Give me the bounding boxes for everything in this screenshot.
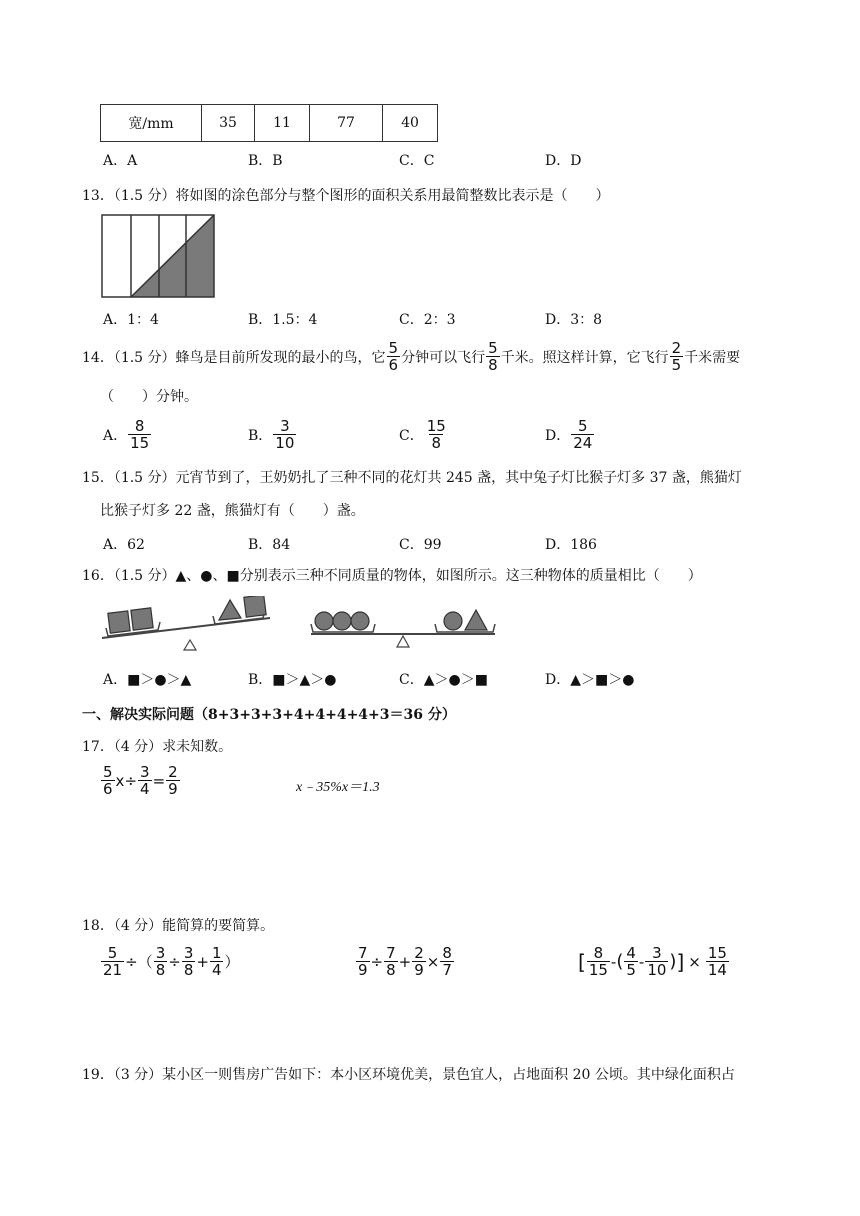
fraction	[425, 418, 448, 451]
numerator: 4	[626, 944, 636, 962]
q14-text-post: 千米需要	[684, 349, 741, 366]
q13-option-c: C．2：3	[399, 312, 456, 328]
q16-option-c: C．▲＞●＞■	[399, 672, 488, 688]
denominator: 9	[358, 961, 368, 979]
fraction	[387, 340, 401, 373]
square-object	[244, 596, 266, 617]
left-paren: （	[137, 953, 153, 971]
q12-option-a: A．A	[103, 153, 138, 169]
fraction	[571, 418, 594, 451]
denominator: 4	[140, 780, 150, 798]
q12-option-b: B．B	[248, 153, 283, 169]
q12-option-c: C．C	[399, 153, 435, 169]
scale-fulcrum	[397, 636, 409, 647]
variable-x: x	[115, 771, 125, 790]
scale-fulcrum	[184, 640, 196, 650]
plus-sign: +	[196, 952, 209, 971]
divide-sign: ÷	[370, 952, 384, 971]
table-cell: 77	[310, 105, 383, 142]
denominator: 9	[168, 780, 178, 798]
numerator: 3	[183, 944, 194, 962]
numerator: 8	[134, 417, 145, 435]
denominator: 8	[386, 961, 396, 979]
q17-equation-2: x﹣35%x＝1.3	[296, 780, 380, 795]
q18-text: 18．（4 分）能简算的要简算。	[82, 918, 275, 934]
numerator: 3	[155, 944, 166, 962]
denominator: 8	[431, 434, 442, 452]
width-table	[100, 104, 438, 142]
q14-option-d	[545, 418, 595, 451]
q15-text-line1: 15．（1.5 分）元宵节到了，王奶奶扎了三种不同的花灯共 245 盏，其中兔子灯比猴子灯多 37 盏，熊猫灯	[82, 470, 742, 486]
q17-text: 17．（4 分）求未知数。	[82, 739, 233, 755]
q16-option-a: A．■＞●＞▲	[103, 672, 192, 688]
numerator: 5	[388, 339, 399, 357]
fraction	[154, 945, 168, 978]
q15-option-c: C．99	[399, 537, 442, 553]
denominator: 5	[671, 356, 682, 374]
minus-sign: -	[638, 952, 645, 971]
times-sign: ×	[688, 952, 701, 971]
q15-option-a: A．62	[103, 537, 145, 553]
balance-scale-2	[305, 602, 505, 652]
fraction	[706, 945, 729, 978]
numerator: 8	[442, 944, 452, 962]
numerator: 3	[280, 417, 290, 435]
divide-sign: ÷	[168, 952, 181, 971]
option-label: A．	[103, 427, 128, 444]
right-bracket: ]	[676, 949, 685, 974]
table-cell: 35	[202, 105, 255, 142]
q14-option-c	[399, 418, 449, 451]
q13-text: 13．（1.5 分）将如图的涂色部分与整个图形的面积关系用最简整数比表示是（ ）	[82, 188, 610, 204]
fraction	[166, 764, 180, 797]
fraction	[273, 418, 296, 451]
numerator: 7	[358, 944, 368, 962]
option-label: C．	[399, 427, 424, 444]
square-object	[131, 608, 153, 630]
denominator: 15	[130, 434, 150, 452]
q14-text-mid2: 千米。照这样计算，它飞行	[500, 349, 669, 366]
numerator: 3	[652, 944, 662, 962]
divide-sign: ÷	[125, 952, 138, 971]
left-bracket: [	[578, 949, 586, 974]
fraction	[412, 945, 426, 978]
fraction	[670, 340, 684, 373]
balance-scale-1	[98, 596, 278, 654]
option-label: B．	[248, 427, 273, 444]
right-paren: )	[669, 951, 677, 972]
q19-text: 19．（3 分）某小区一则售房广告如下：本小区环境优美，景色宜人，占地面积 20 公顷。其中绿化面积占	[82, 1067, 735, 1083]
numerator: 8	[593, 944, 604, 962]
plus-sign: +	[398, 952, 412, 971]
q14-text	[82, 340, 740, 373]
fraction	[356, 945, 370, 978]
denominator: 8	[488, 356, 498, 374]
denominator: 7	[442, 961, 452, 979]
denominator: 14	[707, 961, 727, 979]
numerator: 5	[578, 417, 588, 435]
fraction	[138, 764, 152, 797]
fraction	[182, 945, 196, 978]
fraction	[210, 945, 224, 978]
denominator: 8	[155, 961, 166, 979]
denominator: 10	[275, 434, 295, 452]
circle-object	[333, 612, 351, 630]
q16-option-d: D．▲＞■＞●	[545, 672, 635, 688]
numerator: 5	[103, 763, 113, 781]
q14-option-b	[248, 418, 297, 451]
q14-text-pre: 14．（1.5 分）蜂鸟是目前所发现的最小的鸟，它	[82, 349, 386, 366]
option-label: D．	[545, 427, 571, 444]
denominator: 5	[626, 961, 636, 979]
denominator: 6	[388, 356, 399, 374]
fraction	[128, 418, 151, 451]
numerator: 7	[386, 944, 396, 962]
numerator: 3	[140, 763, 150, 781]
table-row	[101, 105, 438, 142]
q13-option-b: B．1.5：4	[248, 312, 318, 328]
fraction	[101, 764, 115, 797]
q17-equation-1	[100, 764, 181, 797]
triangle-object	[219, 600, 241, 620]
q15-option-d: D．186	[545, 537, 597, 553]
square-object	[108, 611, 130, 633]
q12-option-d: D．D	[545, 153, 582, 169]
table-cell: 40	[383, 105, 438, 142]
left-paren: (	[616, 951, 624, 972]
denominator: 9	[414, 961, 424, 979]
q18-expression-2	[355, 945, 455, 978]
triangle-object	[465, 610, 487, 630]
fraction	[440, 945, 454, 978]
fraction	[624, 945, 638, 978]
fraction	[587, 945, 610, 978]
denominator: 24	[573, 434, 593, 452]
times-sign: ×	[426, 952, 440, 971]
denominator: 15	[588, 961, 608, 979]
numerator: 2	[671, 339, 682, 357]
q13-option-d: D．3：8	[545, 312, 603, 328]
numerator: 15	[426, 417, 446, 435]
equals-sign: =	[152, 771, 166, 790]
numerator: 2	[414, 944, 424, 962]
denominator: 8	[183, 961, 194, 979]
q14-text-line2: （ ）分钟。	[100, 389, 198, 405]
fraction	[486, 340, 500, 373]
fraction	[384, 945, 398, 978]
circle-object	[351, 612, 369, 630]
q14-option-a	[103, 418, 152, 451]
q13-option-a: A．1：4	[103, 312, 159, 328]
denominator: 10	[647, 961, 667, 979]
minus-sign: -	[610, 952, 617, 971]
q13-shaded-figure	[100, 212, 220, 300]
table-cell: 宽/mm	[101, 105, 202, 142]
numerator: 5	[488, 339, 498, 357]
numerator: 15	[707, 944, 727, 962]
divide-sign: ÷	[124, 771, 138, 790]
q14-text-mid1: 分钟可以飞行	[401, 349, 486, 366]
denominator: 4	[211, 961, 222, 979]
fraction	[645, 945, 668, 978]
q16-option-b: B．■＞▲＞●	[248, 672, 337, 688]
table-cell: 11	[255, 105, 310, 142]
denominator: 6	[103, 780, 113, 798]
numerator: 5	[107, 944, 118, 962]
circle-object	[444, 612, 462, 630]
right-paren: ）	[224, 953, 240, 971]
q18-expression-1	[100, 945, 240, 978]
numerator: 1	[211, 944, 222, 962]
q18-expression-3	[578, 945, 730, 978]
section-heading: 一、解决实际问题（8+3+3+3+4+4+4+4+3＝36 分）	[82, 707, 456, 723]
circle-object	[315, 612, 333, 630]
denominator: 21	[103, 961, 123, 979]
q16-text: 16．（1.5 分）▲、●、■分别表示三种不同质量的物体，如图所示。这三种物体的质量相比（ ）	[82, 568, 702, 584]
fraction	[101, 945, 124, 978]
q15-option-b: B．84	[248, 537, 291, 553]
numerator: 2	[168, 763, 178, 781]
q15-text-line2: 比猴子灯多 22 盏，熊猫灯有（ ）盏。	[100, 503, 365, 519]
